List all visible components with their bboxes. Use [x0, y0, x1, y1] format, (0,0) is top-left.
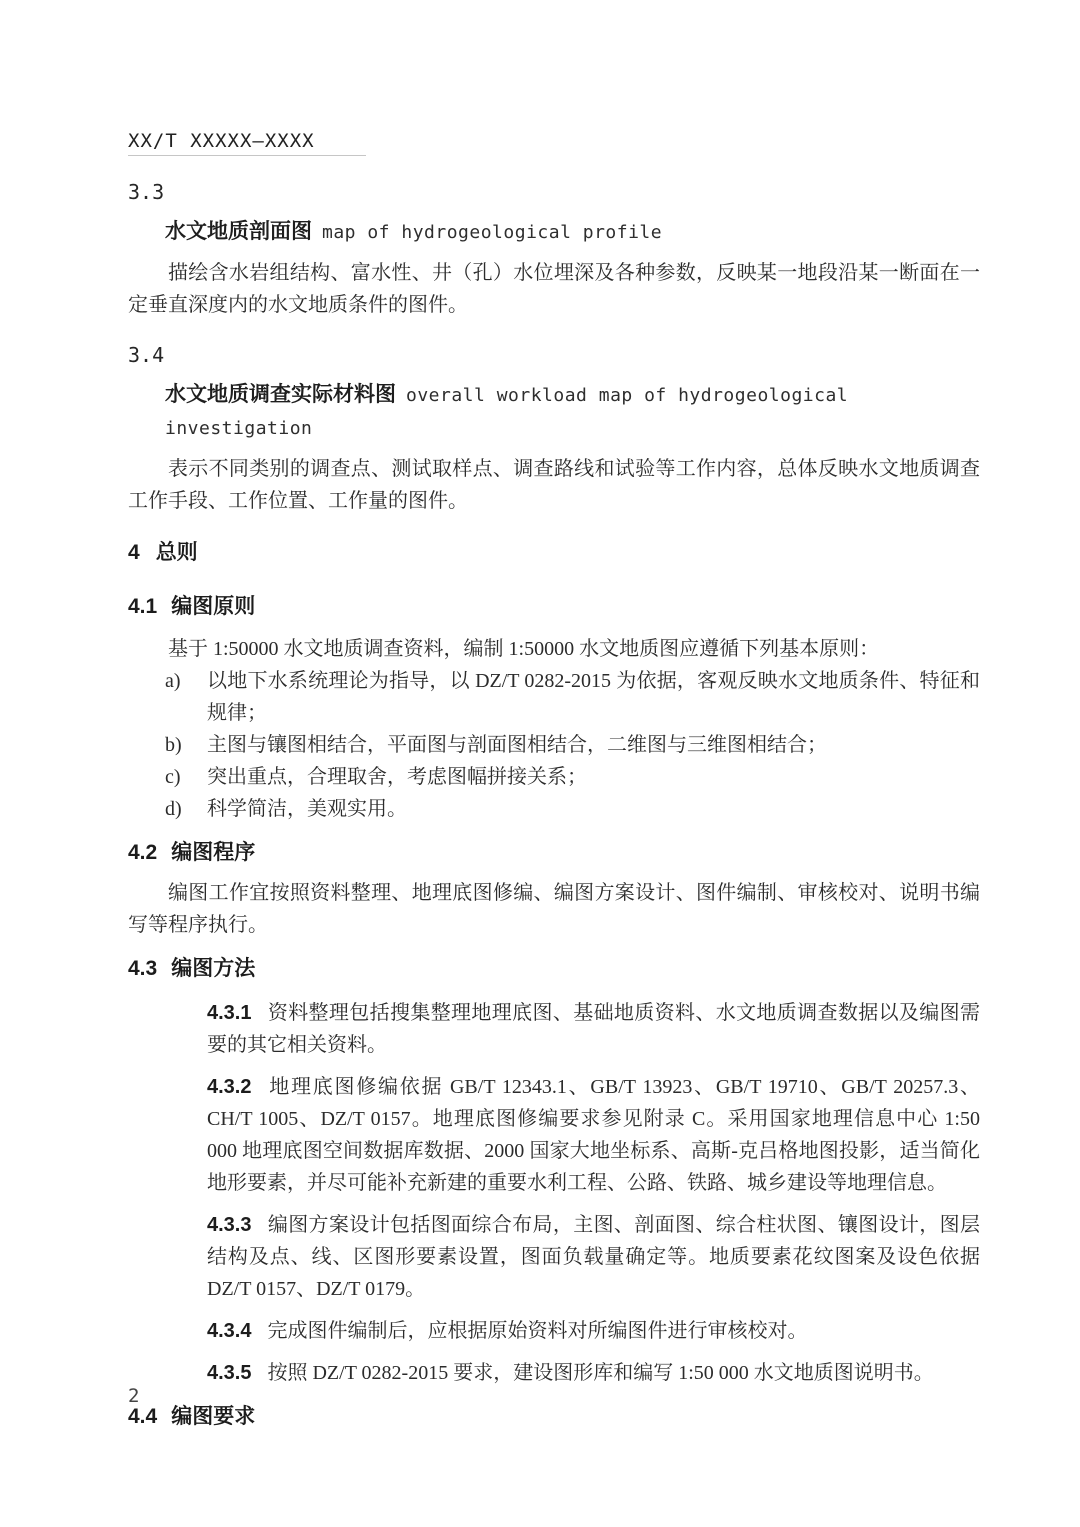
- section-4-1-number: 4.1: [128, 595, 158, 618]
- header-rule: [128, 155, 366, 156]
- clause-4-3-2: [207, 1071, 980, 1199]
- term-en-3-3: map of hydrogeological profile: [322, 222, 663, 243]
- clause-4-3-2-text: 地理底图修编依据 GB/T 12343.1、GB/T 13923、GB/T 19710、GB/T 20257.3、CH/T 1005、DZ/T 0157。地理底图修编要求参见附录 C。采用国家地理信息中心 1:50 000 地理底图空间数据库数据、2000 国家大地坐标系、高斯-克吕格地图投影，适当简化地形要素，并尽可能补充新建的重要水利工程、公路、铁路、城乡建设等地理信息。: [207, 1076, 980, 1194]
- section-4-4-heading: [128, 1401, 980, 1433]
- section-4-2-paragraph: 编图工作宜按照资料整理、地理底图修编、编图方案设计、图件编制、审核校对、说明书编写等程序执行。: [128, 882, 980, 936]
- list-item-b: [165, 729, 980, 761]
- clause-4-3-4-text: 完成图件编制后，应根据原始资料对所编图件进行审核校对。: [267, 1320, 808, 1342]
- chapter-4-title: 总则: [155, 541, 198, 564]
- list-item-c: [165, 761, 980, 793]
- term-zh-3-4: 水文地质调查实际材料图: [165, 383, 396, 406]
- term-title-3-3: [128, 216, 980, 249]
- list-item-d-text: 科学简洁，美观实用。: [207, 798, 407, 820]
- term-number-3-4: 3.4: [128, 343, 165, 367]
- principles-list: [128, 665, 980, 825]
- clause-4-3-1: [207, 997, 980, 1061]
- clause-4-3-1-text: 资料整理包括搜集整理地理底图、基础地质资料、水文地质调查数据以及编图需要的其它相关资料。: [207, 1002, 980, 1056]
- page-number: 2: [128, 1385, 140, 1407]
- list-item-b-label: b): [165, 734, 182, 756]
- clause-4-3-3-text: 编图方案设计包括图面综合布局，主图、剖面图、综合柱状图、镶图设计，图层结构及点、线、区图形要素设置，图面负载量确定等。地质要素花纹图案及设色依据 DZ/T 0157、DZ/T 0179。: [207, 1214, 980, 1300]
- section-4-1-intro: 基于 1:50000 水文地质调查资料，编制 1:50000 水文地质图应遵循下列基本原则：: [168, 638, 880, 660]
- section-4-3-number: 4.3: [128, 957, 158, 980]
- list-item-c-text: 突出重点，合理取舍，考虑图幅拼接关系；: [207, 766, 587, 788]
- list-item-b-text: 主图与镶图相结合，平面图与剖面图相结合，二维图与三维图相结合；: [207, 734, 827, 756]
- section-4-2-heading: [128, 837, 980, 869]
- section-4-4-title: 编图要求: [171, 1405, 256, 1428]
- list-item-a-label: a): [165, 670, 181, 692]
- clause-4-3-1-number: 4.3.1: [207, 1002, 252, 1024]
- chapter-4-number: 4: [128, 541, 140, 564]
- clause-4-3-5: [207, 1357, 980, 1389]
- section-4-2-title: 编图程序: [171, 841, 256, 864]
- term-title-3-4: [128, 379, 980, 445]
- section-4-1-heading: [128, 591, 980, 623]
- clause-4-3-4: [207, 1315, 980, 1347]
- section-4-1-title: 编图原则: [171, 595, 256, 618]
- document-code-header: XX/T XXXXX—XXXX: [128, 130, 315, 152]
- term-en-3-4: overall workload map of hydrogeological investigation: [165, 385, 849, 439]
- list-item-d: [165, 793, 980, 825]
- list-item-d-label: d): [165, 798, 182, 820]
- clause-4-3-3-number: 4.3.3: [207, 1214, 252, 1236]
- list-item-a: [165, 665, 980, 729]
- term-number-3-3: 3.3: [128, 180, 165, 204]
- clause-4-3-3: [207, 1209, 980, 1305]
- list-item-c-label: c): [165, 766, 181, 788]
- section-4-3-heading: [128, 953, 980, 985]
- term-zh-3-3: 水文地质剖面图: [165, 220, 312, 243]
- term-definition-3-3: 描绘含水岩组结构、富水性、井（孔）水位埋深及各种参数，反映某一地段沿某一断面在一定垂直深度内的水文地质条件的图件。: [128, 262, 980, 316]
- term-definition-3-4: 表示不同类别的调查点、测试取样点、调查路线和试验等工作内容，总体反映水文地质调查工作手段、工作位置、工作量的图件。: [128, 458, 980, 512]
- list-item-a-text: 以地下水系统理论为指导，以 DZ/T 0282-2015 为依据，客观反映水文地质条件、特征和规律；: [207, 670, 980, 724]
- section-4-2-number: 4.2: [128, 841, 158, 864]
- clause-4-3-5-number: 4.3.5: [207, 1362, 252, 1384]
- chapter-4-heading: [128, 537, 980, 569]
- clause-4-3-4-number: 4.3.4: [207, 1320, 252, 1342]
- clause-4-3-2-number: 4.3.2: [207, 1076, 252, 1098]
- section-4-3-title: 编图方法: [171, 957, 256, 980]
- section-4-4-number: 4.4: [128, 1405, 158, 1428]
- clause-4-3-5-text: 按照 DZ/T 0282-2015 要求，建设图形库和编写 1:50 000 水文地质图说明书。: [267, 1362, 934, 1384]
